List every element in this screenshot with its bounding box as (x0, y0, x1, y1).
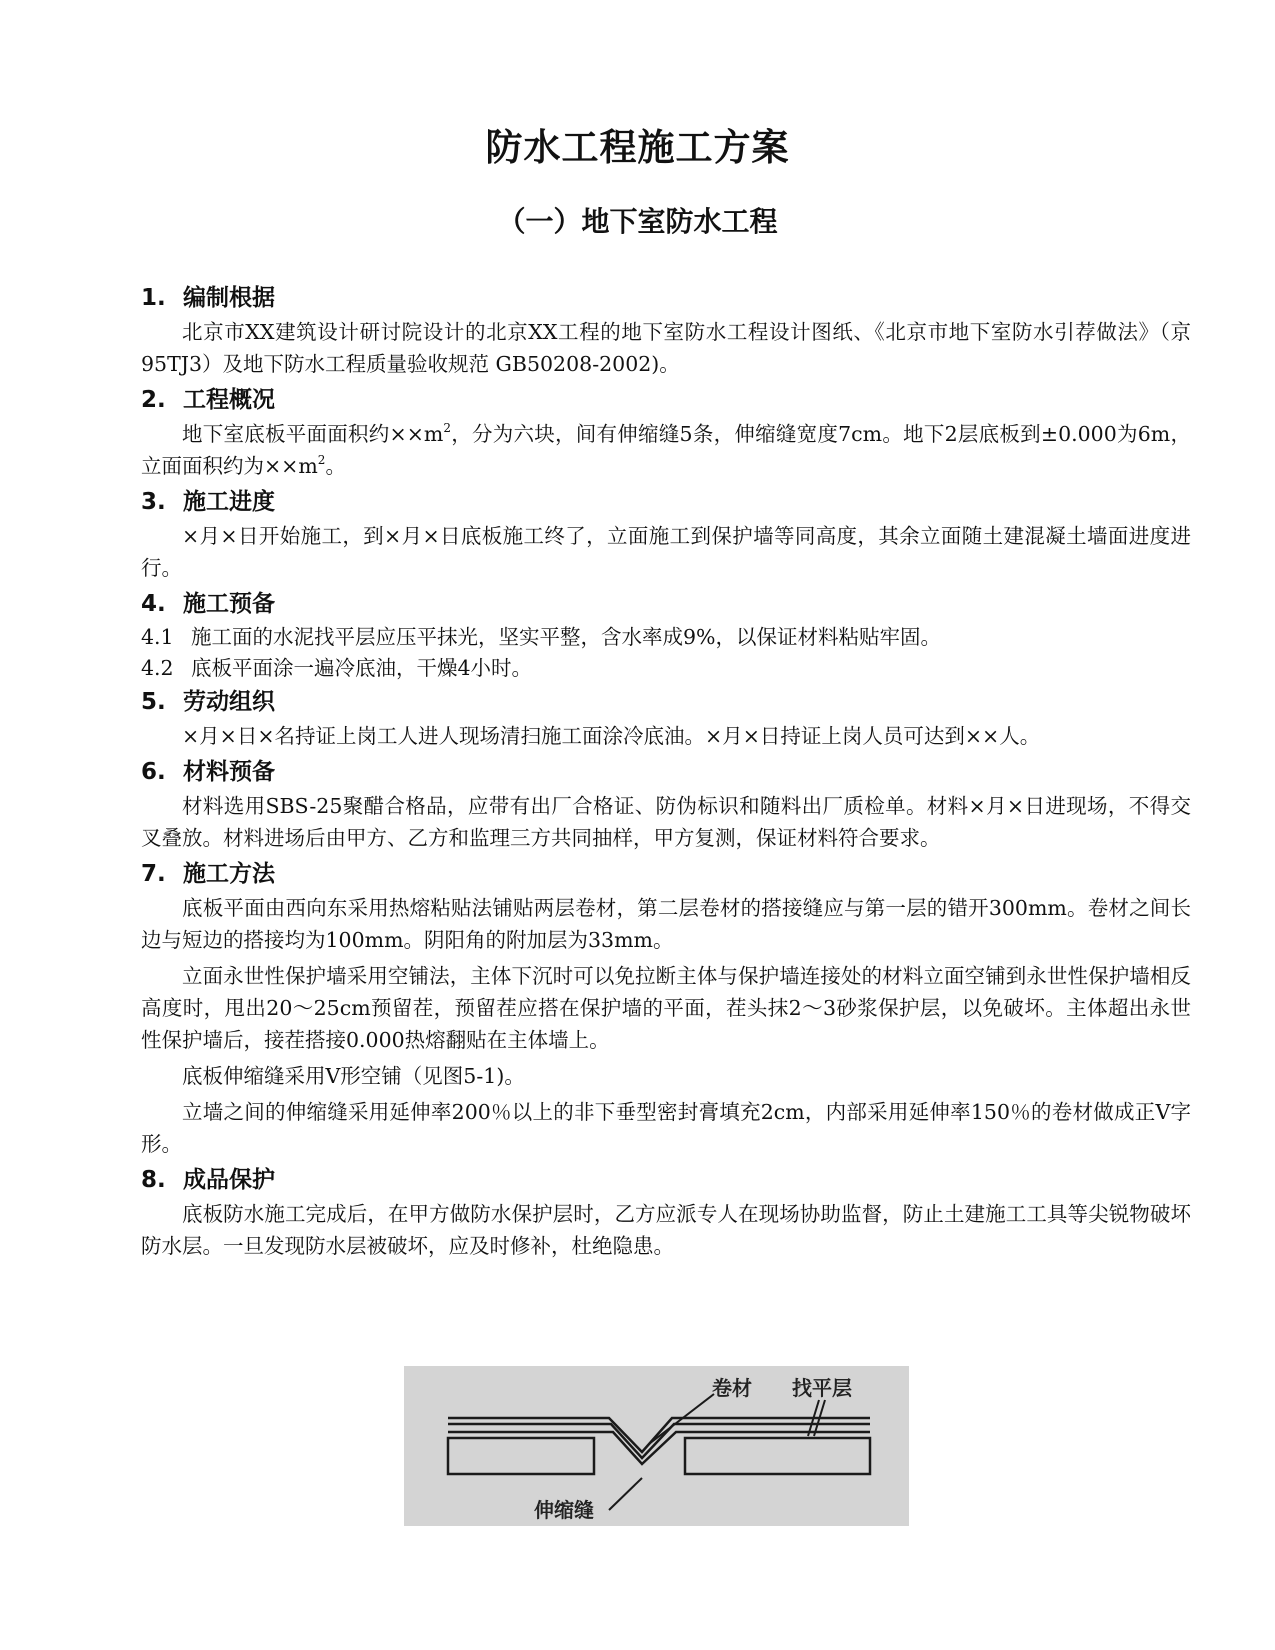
right-slab (685, 1438, 870, 1474)
document-title: 防水工程施工方案 (485, 126, 790, 169)
paragraph: 底板平面由西向东采用热熔粘贴法铺贴两层卷材，第二层卷材的搭接缝应与第一层的错开300mm。卷材之间长边与短边的搭接均为100mm。阴阳角的附加层为33mm。 (141, 896, 1191, 952)
section-heading: 4. 施工预备 (141, 591, 275, 617)
section-heading: 1. 编制根据 (141, 285, 275, 311)
section-heading: 5. 劳动组织 (141, 689, 275, 715)
section-heading: 3. 施工进度 (141, 489, 275, 515)
section-heading: 7. 施工方法 (141, 861, 275, 887)
paragraph: 材料选用SBS-25聚醋合格品，应带有出厂合格证、防伪标识和随料出厂质检单。材料×月×日进现场，不得交叉叠放。材料进场后由甲方、乙方和监理三方共同抽样，甲方复测，保证材料符合要求。 (141, 794, 1191, 850)
paragraph: 底板防水施工完成后，在甲方做防水保护层时，乙方应派专人在现场协助监督，防止土建施工工具等尖锐物破坏防水层。一旦发现防水层被破坏，应及时修补，杜绝隐患。 (141, 1202, 1191, 1258)
section-5 (141, 686, 1191, 752)
joint-leader-line (609, 1478, 642, 1510)
list-item: 4.1 施工面的水泥找平层应压平抹光，坚实平整，含水率成9%，以保证材料粘贴牢固。 (141, 625, 942, 649)
section-7 (141, 858, 1191, 1160)
list-item: 4.2 底板平面涂一遍冷底油，干燥4小时。 (141, 656, 533, 680)
document-body (141, 282, 1191, 1266)
section-heading: 6. 材料预备 (141, 759, 275, 785)
membrane-label: 卷材 (712, 1376, 752, 1400)
section-8 (141, 1164, 1191, 1262)
left-slab (448, 1438, 594, 1474)
section-heading: 8. 成品保护 (141, 1167, 275, 1193)
paragraph: 底板伸缩缝采用V形空铺（见图5-1)。 (182, 1064, 525, 1088)
section-1 (141, 282, 1191, 380)
section-6 (141, 756, 1191, 854)
section-3 (141, 486, 1191, 584)
section-heading: 2. 工程概况 (141, 387, 275, 413)
membrane-layer-middle (448, 1424, 870, 1458)
document-subtitle: （一）地下室防水工程 (497, 205, 778, 238)
paragraph: 北京市XX建筑设计研讨院设计的北京XX工程的地下室防水工程设计图纸、《北京市地下室防水引荐做法》（京95TJ3）及地下防水工程质量验收规范 GB50208-2002)。 (141, 320, 1191, 376)
paragraph: 地下室底板平面面积约$\times\times m^2$，分为六块，间有伸缩缝5条，伸缩缝宽度7cm。地下2层底板到±0.000为6m，立面面积约为$\times\times m^2$。 (141, 421, 1191, 478)
paragraph: 立墙之间的伸缩缝采用延伸率200％以上的非下垂型密封膏填充2cm，内部采用延伸率150％的卷材做成正V字形。 (141, 1100, 1191, 1156)
section-2 (141, 384, 1191, 482)
paragraph: ×月×日开始施工，到×月×日底板施工终了，立面施工到保护墙等同高度，其余立面随土建混凝土墙面进度进行。 (141, 524, 1191, 580)
paragraph: ×月×日×名持证上岗工人进人现场清扫施工面涂冷底油。×月×日持证上岗人员可达到××人。 (182, 724, 1041, 748)
expansion-joint-figure (404, 1366, 909, 1526)
section-4 (141, 588, 1191, 684)
screed-label: 找平层 (792, 1376, 852, 1400)
paragraph: 立面永世性保护墙采用空铺法，主体下沉时可以免拉断主体与保护墙连接处的材料立面空铺到永世性保护墙相反高度时，甩出20～25cm预留茬，预留茬应搭在保护墙的平面，茬头抹2～3砂浆保护层，以免破坏。主体超出永世性保护墙后，接茬搭接0.000热熔翻贴在主体墙上。 (141, 964, 1191, 1052)
expansion-joint-label: 伸缩缝 (534, 1498, 594, 1522)
